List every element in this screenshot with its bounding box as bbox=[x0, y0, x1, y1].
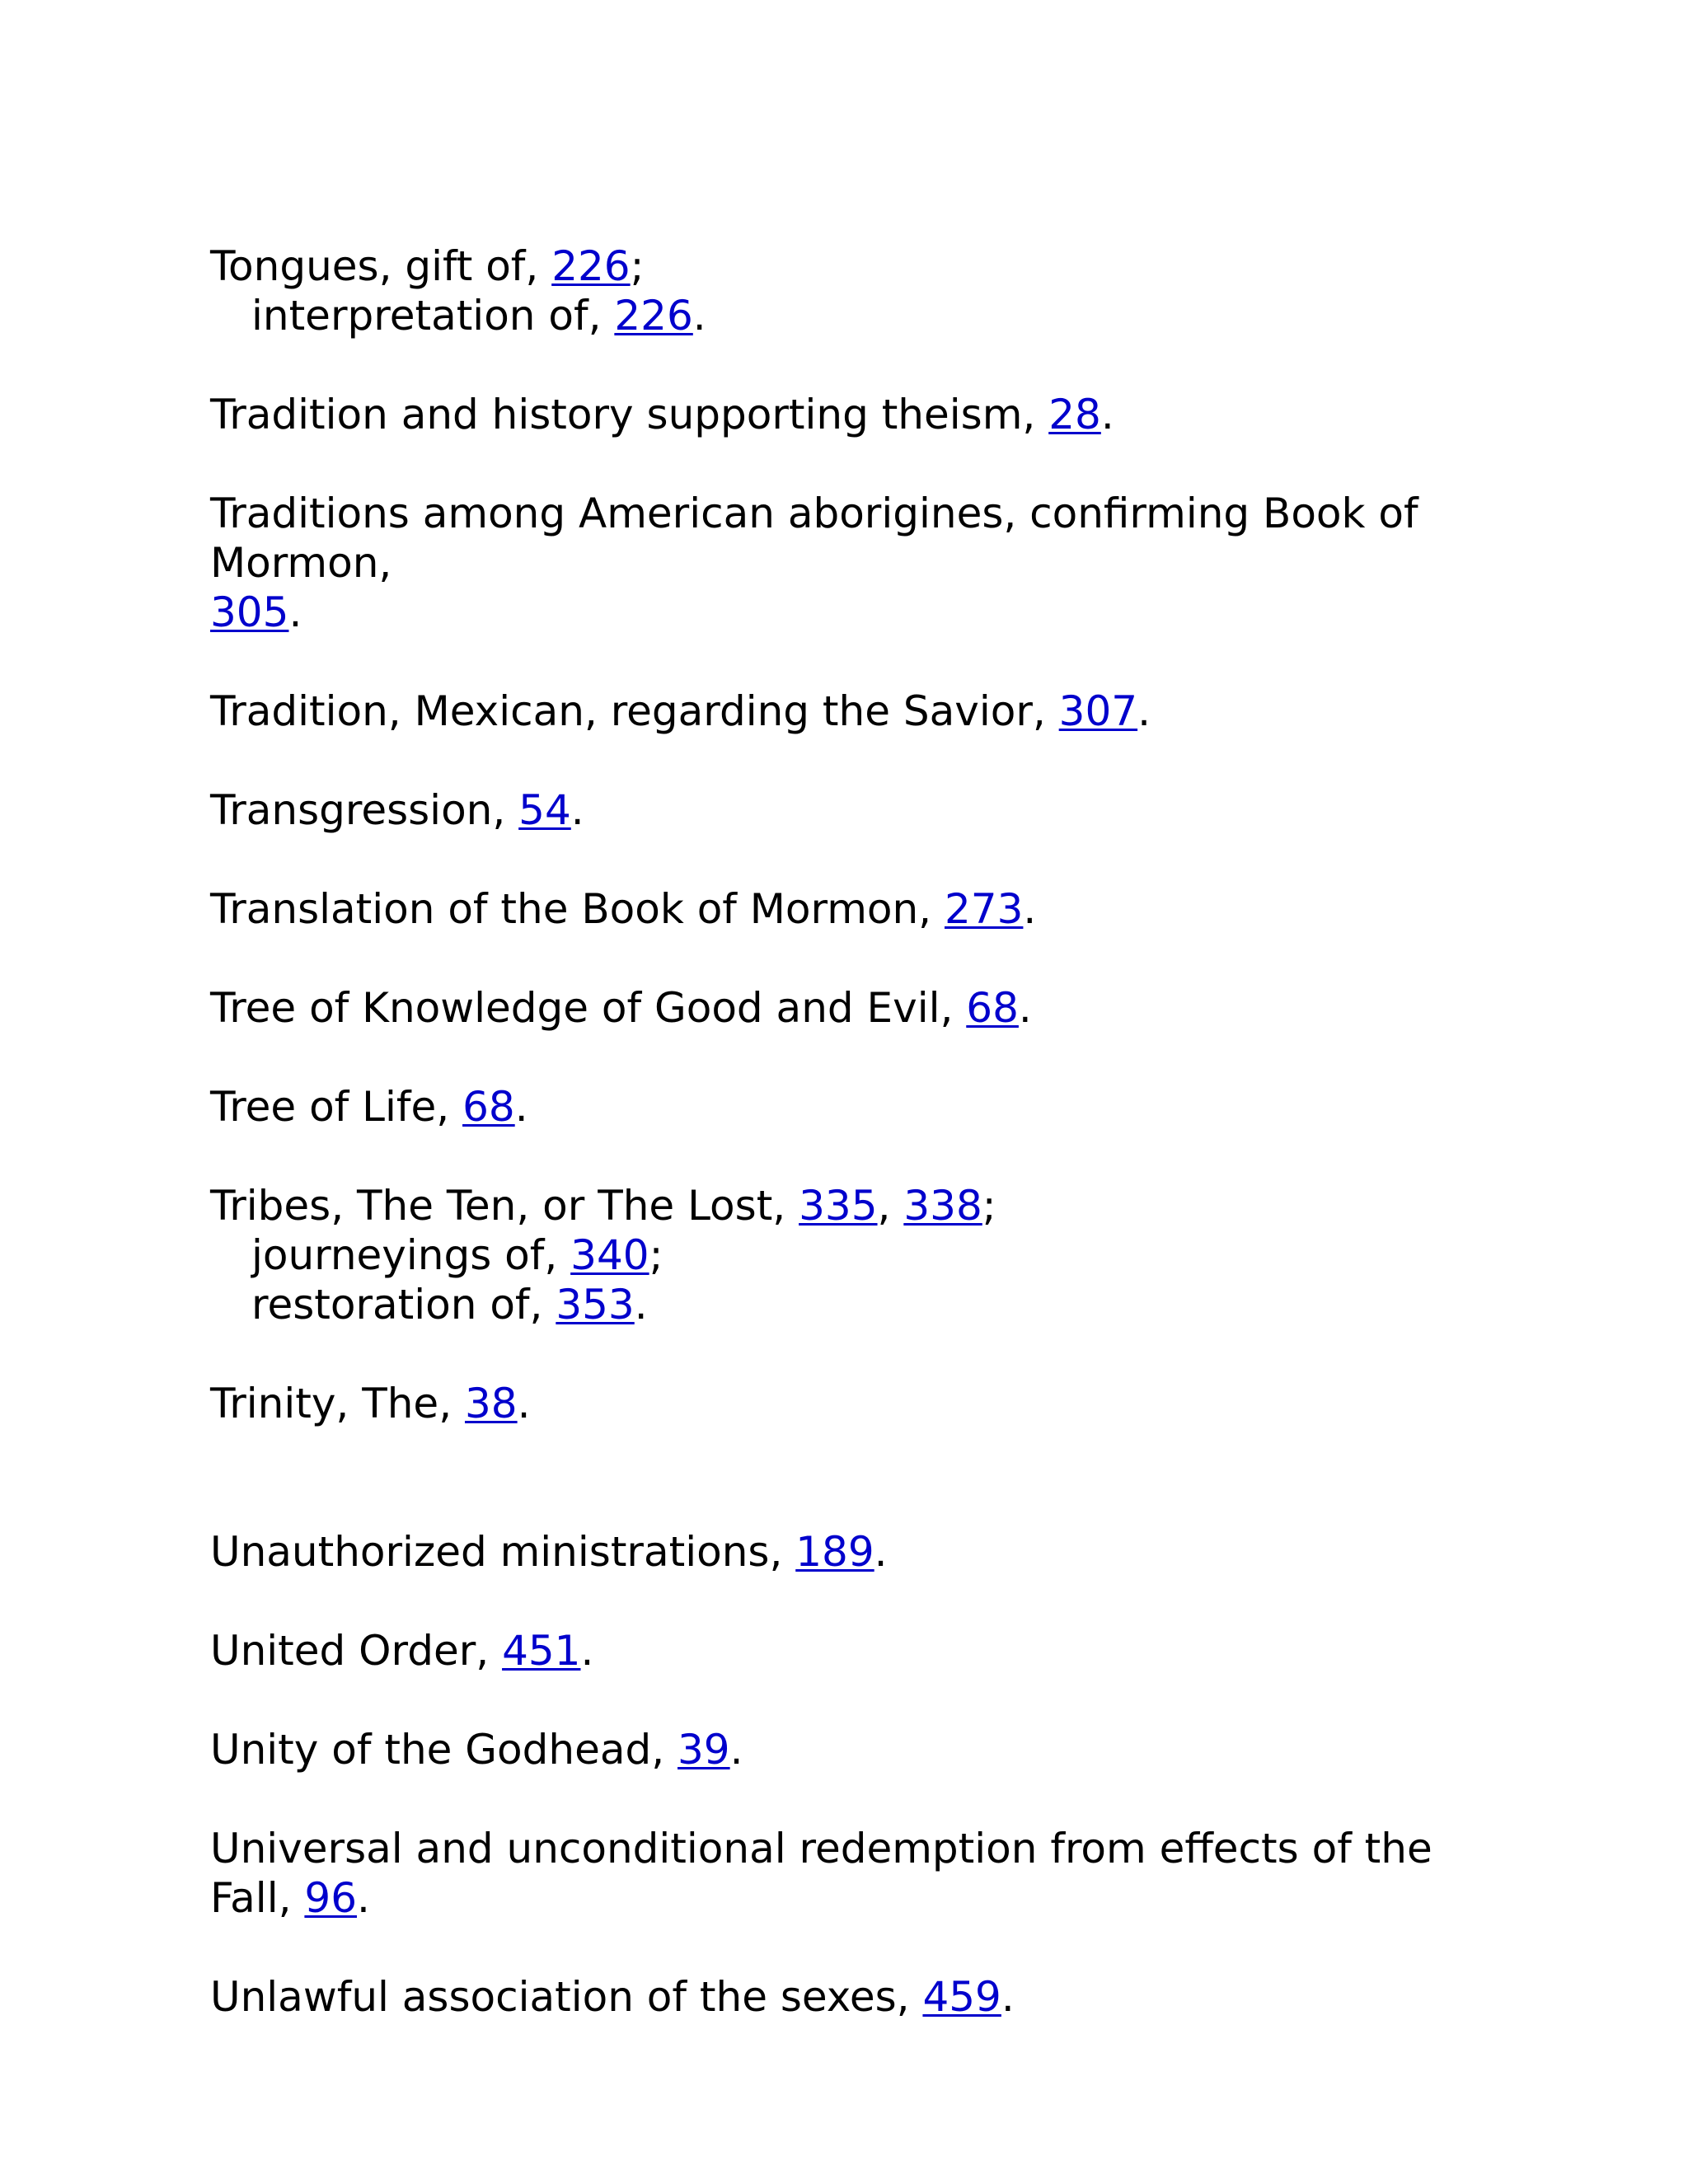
index-entry bbox=[210, 1824, 1496, 1923]
page-reference-link[interactable]: 353 bbox=[556, 1281, 635, 1329]
index-entry bbox=[210, 1725, 1496, 1774]
entry-text: interpretation of, bbox=[251, 292, 615, 340]
entry-text: restoration of, bbox=[251, 1281, 556, 1329]
page-reference-link[interactable]: 305 bbox=[210, 588, 289, 636]
index-entry-line bbox=[210, 390, 1496, 439]
entry-text: . bbox=[729, 1726, 743, 1774]
entry-text: ; bbox=[982, 1182, 996, 1230]
entry-text: Tree of Life, bbox=[210, 1083, 463, 1131]
index-entry-line bbox=[210, 983, 1496, 1033]
index-entry bbox=[210, 1181, 1496, 1329]
index-entry bbox=[210, 983, 1496, 1033]
entry-text: . bbox=[580, 1627, 594, 1675]
index-entry bbox=[210, 1626, 1496, 1675]
index-entry-line bbox=[210, 1181, 1496, 1230]
index-entry bbox=[210, 1527, 1496, 1577]
index-entry-line bbox=[210, 1824, 1496, 1923]
index-entry bbox=[210, 884, 1496, 934]
index-entry bbox=[210, 785, 1496, 835]
page-reference-link[interactable]: 68 bbox=[462, 1083, 515, 1131]
page-reference-link[interactable]: 39 bbox=[678, 1726, 730, 1774]
entry-text: . bbox=[634, 1281, 648, 1329]
page-reference-link[interactable]: 273 bbox=[944, 885, 1024, 933]
index-subentry-line bbox=[210, 291, 1496, 340]
entry-text: ; bbox=[630, 242, 645, 290]
index-entry-line bbox=[210, 687, 1496, 736]
entry-text: Traditions among American aborigines, confirming Book of Mormon, bbox=[210, 490, 1432, 587]
page-reference-link[interactable]: 340 bbox=[570, 1231, 649, 1279]
index-entry-line bbox=[210, 1082, 1496, 1132]
index-entry-line bbox=[210, 588, 1496, 637]
entry-text: Trinity, The, bbox=[210, 1380, 465, 1427]
index-entry-line bbox=[210, 785, 1496, 835]
index-entry bbox=[210, 687, 1496, 736]
entry-text: Unity of the Godhead, bbox=[210, 1726, 678, 1774]
index-entry-line bbox=[210, 1379, 1496, 1428]
entry-text: . bbox=[514, 1083, 528, 1131]
entry-text: . bbox=[288, 588, 302, 636]
entry-text: . bbox=[1023, 885, 1037, 933]
entry-text: . bbox=[570, 786, 584, 834]
index-entry bbox=[210, 489, 1496, 637]
index-subentry-line bbox=[210, 1230, 1496, 1280]
page-reference-link[interactable]: 226 bbox=[551, 242, 631, 290]
index-entry-line bbox=[210, 1527, 1496, 1577]
index-entry bbox=[210, 1972, 1496, 2022]
page-reference-link[interactable]: 96 bbox=[304, 1874, 358, 1922]
entry-text: . bbox=[1018, 984, 1032, 1032]
entry-text: Transgression, bbox=[210, 786, 519, 834]
index-entry-line bbox=[210, 241, 1496, 291]
page-reference-link[interactable]: 68 bbox=[966, 984, 1019, 1032]
index-entry bbox=[210, 390, 1496, 439]
entry-text: Tongues, gift of, bbox=[210, 242, 552, 290]
entry-text: Tribes, The Ten, or The Lost, bbox=[210, 1182, 799, 1230]
entry-text: . bbox=[1137, 687, 1151, 735]
entry-text: Unlawful association of the sexes, bbox=[210, 1973, 923, 2021]
page-reference-link[interactable]: 338 bbox=[903, 1182, 982, 1230]
index-entry-line bbox=[210, 1972, 1496, 2022]
entry-text: . bbox=[517, 1380, 531, 1427]
index-entry bbox=[210, 241, 1496, 340]
entry-text: Tree of Knowledge of Good and Evil, bbox=[210, 984, 967, 1032]
entry-text: Universal and unconditional redemption from effects of the Fall, bbox=[210, 1825, 1446, 1922]
page-reference-link[interactable]: 28 bbox=[1048, 391, 1101, 438]
page-reference-link[interactable]: 189 bbox=[795, 1528, 874, 1576]
entry-text: , bbox=[877, 1182, 904, 1230]
index-page bbox=[210, 241, 1496, 2071]
entry-text: . bbox=[357, 1874, 370, 1922]
index-entry-line bbox=[210, 489, 1496, 588]
page-reference-link[interactable]: 335 bbox=[799, 1182, 878, 1230]
entry-text: Tradition, Mexican, regarding the Savior, bbox=[210, 687, 1059, 735]
page-reference-link[interactable]: 38 bbox=[464, 1380, 518, 1427]
index-entry bbox=[210, 1379, 1496, 1428]
entry-text: . bbox=[874, 1528, 888, 1576]
entry-text: . bbox=[1100, 391, 1114, 438]
entry-text: Unauthorized ministrations, bbox=[210, 1528, 796, 1576]
page-reference-link[interactable]: 459 bbox=[922, 1973, 1001, 2021]
entry-text: ; bbox=[649, 1231, 663, 1279]
page-reference-link[interactable]: 54 bbox=[518, 786, 571, 834]
entry-text: Translation of the Book of Mormon, bbox=[210, 885, 945, 933]
entry-text: . bbox=[1001, 1973, 1015, 2021]
index-entry-line bbox=[210, 884, 1496, 934]
page-reference-link[interactable]: 307 bbox=[1058, 687, 1138, 735]
page-reference-link[interactable]: 451 bbox=[502, 1627, 581, 1675]
entry-text: journeyings of, bbox=[251, 1231, 571, 1279]
index-subentry-line bbox=[210, 1280, 1496, 1329]
index-entry bbox=[210, 1082, 1496, 1132]
entry-text: . bbox=[692, 292, 706, 340]
entry-text: United Order, bbox=[210, 1627, 503, 1675]
page-reference-link[interactable]: 226 bbox=[614, 292, 693, 340]
index-entry-line bbox=[210, 1626, 1496, 1675]
index-entry-line bbox=[210, 1725, 1496, 1774]
entry-text: Tradition and history supporting theism, bbox=[210, 391, 1049, 438]
